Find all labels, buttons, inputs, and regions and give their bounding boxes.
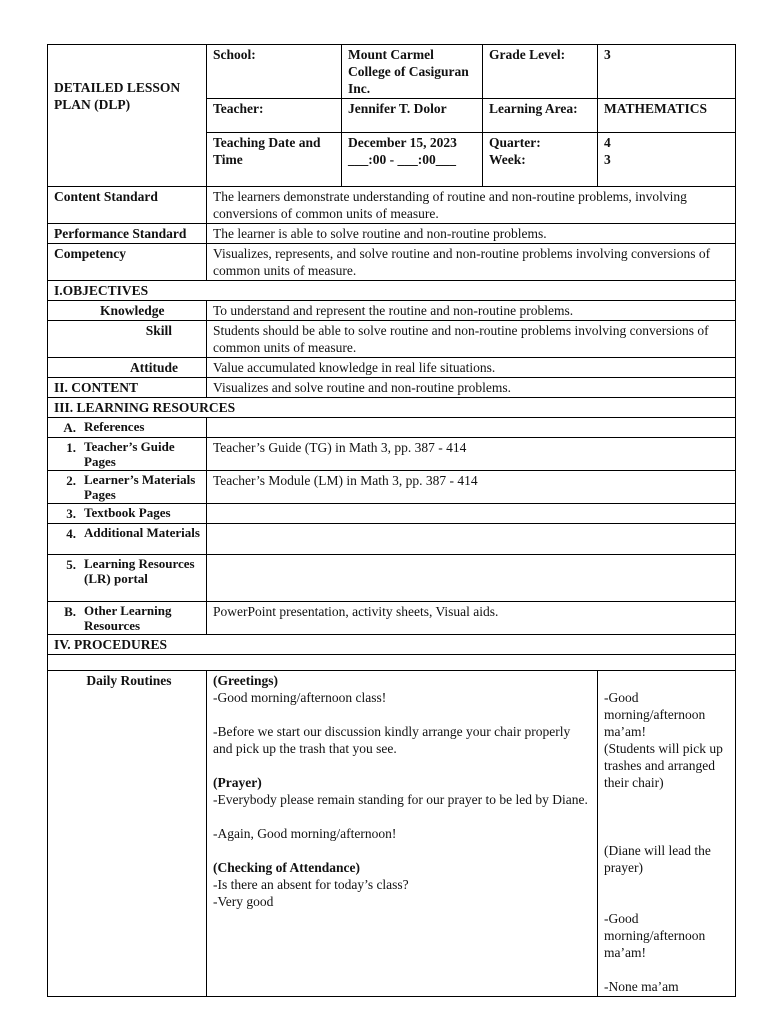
resource-item-2-value: Teacher’s Module (LM) in Math 3, pp. 387 - 414	[207, 471, 736, 504]
competency-value: Visualizes, represents, and solve routine and non-routine problems involving conversions of common units of measure.	[207, 244, 736, 281]
performance-standard-label: Performance Standard	[48, 224, 207, 244]
resource-item-5	[48, 555, 207, 602]
daily-routines-label: Daily Routines	[48, 671, 207, 997]
other-resources-cell	[48, 602, 207, 635]
content-standard-value: The learners demonstrate understanding of routine and non-routine problems, involving conversions of common units of measure.	[207, 187, 736, 224]
resources-heading: III. LEARNING RESOURCES	[48, 398, 736, 418]
again-student: -Good morning/afternoon ma’am!	[604, 911, 706, 960]
resource-item-1-label: Teacher’s Guide Pages	[84, 439, 175, 469]
other-resources-label: Other Learning Resources	[84, 603, 172, 633]
lesson-plan-table	[47, 44, 736, 997]
resource-item-3-label: Textbook Pages	[84, 505, 171, 520]
skill-value: Students should be able to solve routine and non-routine problems involving conversions of common units of measure.	[207, 321, 736, 358]
resource-item-1-num: 1.	[66, 440, 76, 455]
greet-student: -Good morning/afternoon ma’am!	[604, 690, 706, 739]
date-label: Teaching Date and Time	[207, 133, 342, 187]
teacher-activity-cell	[207, 671, 598, 997]
spacer	[604, 808, 729, 825]
quarter-week-labels	[483, 133, 598, 187]
greet-teacher: -Good morning/afternoon class!	[213, 690, 387, 705]
arrange-teacher: -Before we start our discussion kindly arrange your chair properly and pick up the trash that you see.	[213, 724, 571, 756]
week-value: 3	[604, 152, 611, 167]
area-value: MATHEMATICS	[598, 99, 736, 133]
references-cell	[48, 418, 207, 438]
procedures-spacer	[48, 655, 736, 671]
resource-item-5-value	[207, 555, 736, 602]
quarter-label: Quarter:	[489, 135, 541, 150]
spacer	[213, 757, 591, 774]
time-value: ___:00 - ___:00___	[348, 152, 456, 167]
resource-item-2-label: Learner’s Materials Pages	[84, 472, 196, 502]
verygood-teacher: -Very good	[213, 894, 274, 909]
student-activity-cell	[598, 671, 736, 997]
spacer	[213, 842, 591, 859]
knowledge-label: Knowledge	[48, 301, 207, 321]
prayer-teacher: -Everybody please remain standing for our prayer to be led by Diane.	[213, 792, 588, 807]
references-value	[207, 418, 736, 438]
resource-item-4-num: 4.	[66, 526, 76, 541]
date-cell	[342, 133, 483, 187]
teacher-value: Jennifer T. Dolor	[342, 99, 483, 133]
other-resources-num: B.	[64, 604, 76, 619]
spacer	[604, 825, 729, 842]
references-label: References	[84, 419, 145, 434]
spacer	[604, 791, 729, 808]
resource-item-4-value	[207, 524, 736, 555]
greetings-heading: (Greetings)	[213, 673, 278, 688]
arrange-student: (Students will pick up trashes and arranged their chair)	[604, 741, 723, 790]
resource-item-1	[48, 438, 207, 471]
resource-item-4-label: Additional Materials	[84, 525, 200, 540]
resource-item-3-value	[207, 504, 736, 524]
date-value: December 15, 2023	[348, 135, 457, 150]
again-teacher: -Again, Good morning/afternoon!	[213, 826, 397, 841]
content-standard-label: Content Standard	[48, 187, 207, 224]
dlp-title: DETAILED LESSON PLAN (DLP)	[48, 45, 207, 187]
quarter-week-values	[598, 133, 736, 187]
spacer	[604, 893, 729, 910]
skill-label: Skill	[48, 321, 207, 358]
spacer	[604, 876, 729, 893]
resource-item-5-label: Learning Resources (LR) portal	[84, 556, 195, 586]
quarter-value: 4	[604, 135, 611, 150]
attendance-heading: (Checking of Attendance)	[213, 860, 360, 875]
prayer-heading: (Prayer)	[213, 775, 262, 790]
absent-teacher: -Is there an absent for today’s class?	[213, 877, 409, 892]
spacer	[213, 808, 591, 825]
lesson-plan-page	[47, 44, 735, 997]
prayer-student: (Diane will lead the prayer)	[604, 843, 711, 875]
spacer	[213, 706, 591, 723]
knowledge-value: To understand and represent the routine and non-routine problems.	[207, 301, 736, 321]
absent-student: -None ma’am	[604, 979, 679, 994]
objectives-heading: I.OBJECTIVES	[48, 281, 736, 301]
resource-item-2-num: 2.	[66, 473, 76, 488]
spacer	[604, 961, 729, 978]
attitude-value: Value accumulated knowledge in real life situations.	[207, 358, 736, 378]
attitude-label: Attitude	[48, 358, 207, 378]
competency-label: Competency	[48, 244, 207, 281]
procedures-heading: IV. PROCEDURES	[48, 635, 736, 655]
resource-item-4	[48, 524, 207, 555]
school-value: Mount Carmel College of Casiguran Inc.	[342, 45, 483, 99]
school-label: School:	[207, 45, 342, 99]
resource-item-1-value: Teacher’s Guide (TG) in Math 3, pp. 387 - 414	[207, 438, 736, 471]
references-num: A.	[63, 420, 76, 435]
grade-label: Grade Level:	[483, 45, 598, 99]
week-label: Week:	[489, 152, 526, 167]
grade-value: 3	[598, 45, 736, 99]
resource-item-3	[48, 504, 207, 524]
area-label: Learning Area:	[483, 99, 598, 133]
other-resources-value: PowerPoint presentation, activity sheets, Visual aids.	[207, 602, 736, 635]
performance-standard-value: The learner is able to solve routine and non-routine problems.	[207, 224, 736, 244]
resource-item-5-num: 5.	[66, 557, 76, 572]
content-value: Visualizes and solve routine and non-routine problems.	[207, 378, 736, 398]
content-label: II. CONTENT	[48, 378, 207, 398]
resource-item-3-num: 3.	[66, 506, 76, 521]
resource-item-2	[48, 471, 207, 504]
teacher-label: Teacher:	[207, 99, 342, 133]
